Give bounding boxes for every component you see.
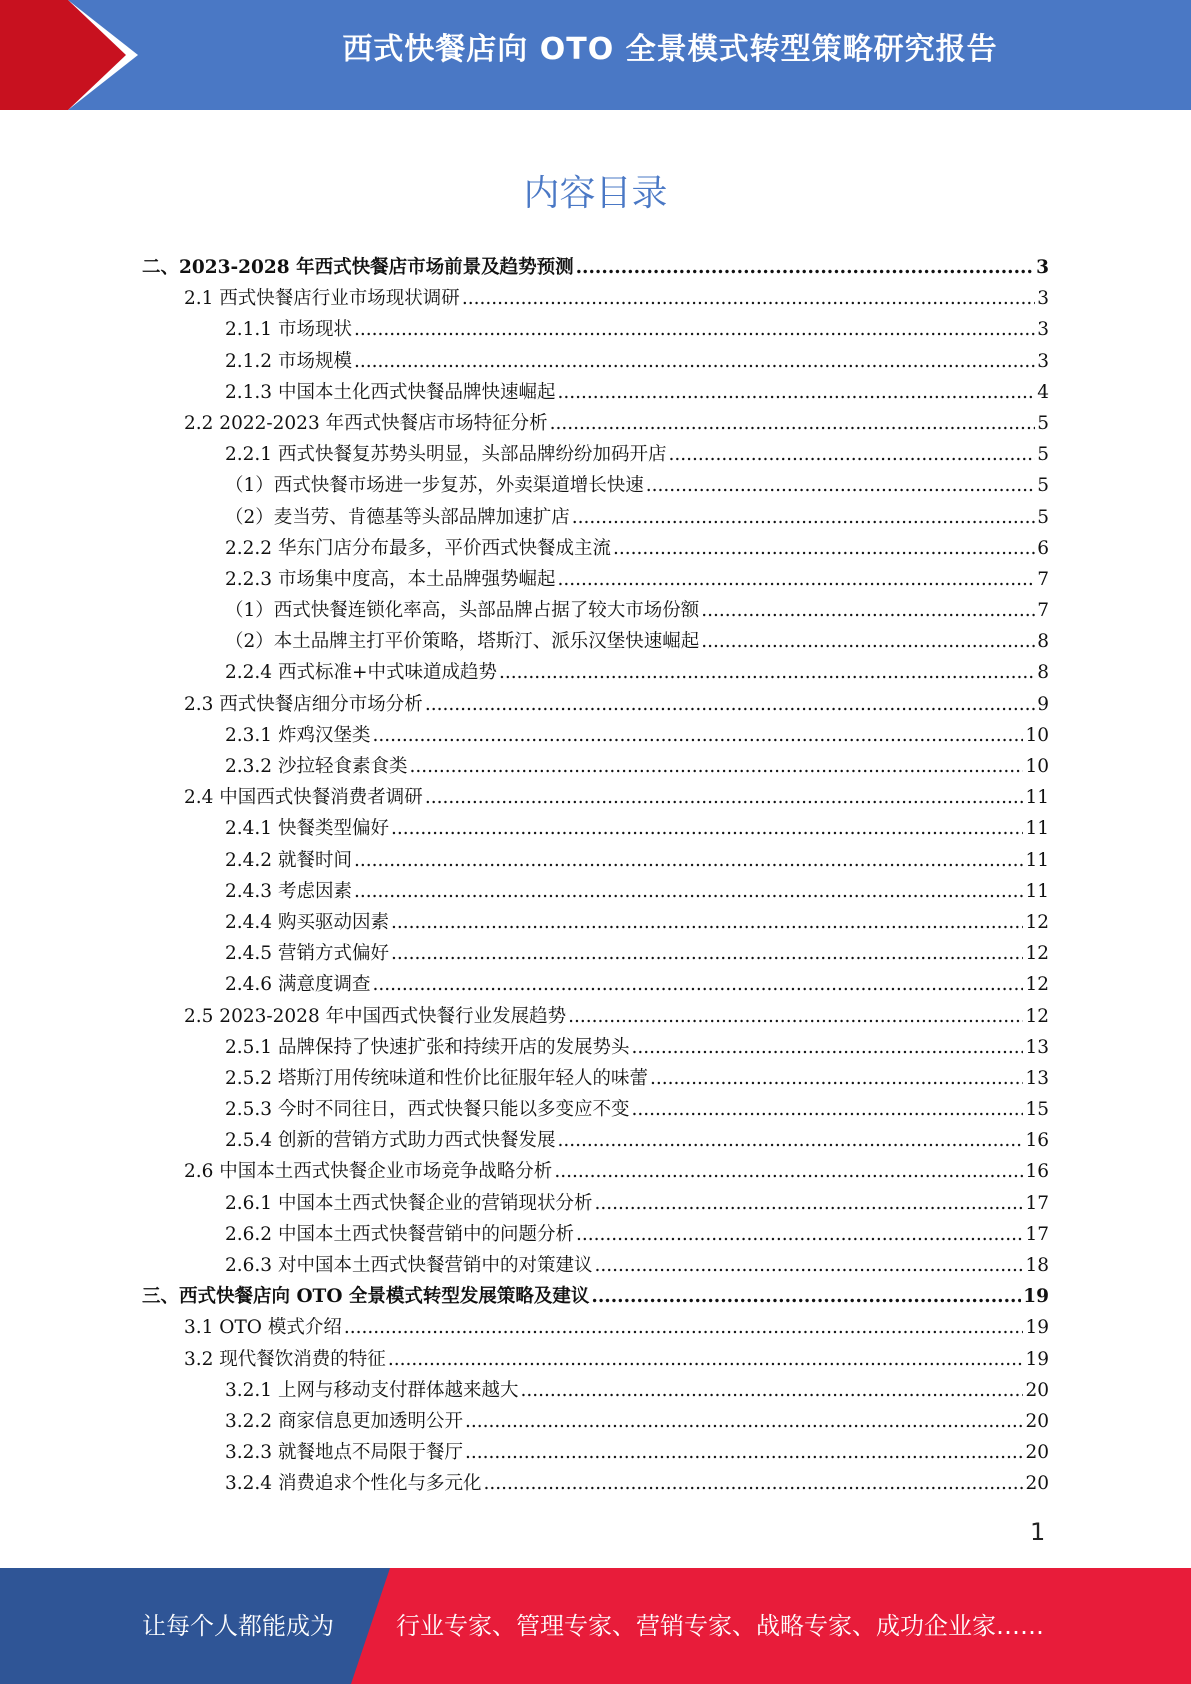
table-of-contents [142, 253, 1049, 1501]
toc-entry[interactable] [142, 658, 1049, 689]
toc-entry[interactable] [142, 1126, 1049, 1157]
header-chevron-inner [68, 0, 126, 110]
header-red-block [0, 0, 68, 110]
toc-leader-dots [668, 444, 1035, 465]
toc-entry[interactable] [142, 596, 1049, 627]
toc-entry-title: 2.6.2 中国本土西式快餐营销中的问题分析 [225, 1223, 574, 1245]
toc-entry-page: 5 [1037, 444, 1049, 466]
toc-entry-page: 11 [1025, 880, 1049, 902]
toc-entry-title: 2.3.2 沙拉轻食素食类 [225, 756, 408, 777]
toc-entry[interactable] [142, 1282, 1049, 1313]
toc-leader-dots [554, 1161, 1023, 1182]
toc-entry-page: 12 [1025, 943, 1049, 965]
toc-entry-title: （1）西式快餐市场进一步复苏，外卖渠道增长快速 [225, 475, 644, 497]
toc-entry-page: 19 [1025, 1348, 1049, 1370]
toc-entry-page: 16 [1025, 1130, 1049, 1152]
toc-leader-dots [594, 1193, 1023, 1214]
toc-heading: 内容目录 [523, 173, 668, 214]
toc-entry-page: 12 [1025, 974, 1049, 996]
toc-leader-dots [631, 1037, 1023, 1058]
toc-leader-dots [550, 413, 1036, 434]
toc-entry-page: 7 [1037, 600, 1049, 622]
toc-entry[interactable] [142, 814, 1049, 845]
toc-entry[interactable] [142, 1313, 1049, 1344]
toc-leader-dots [613, 538, 1035, 559]
toc-entry[interactable] [142, 284, 1049, 315]
toc-leader-dots [372, 974, 1023, 995]
toc-entry-page: 3 [1037, 288, 1049, 310]
toc-leader-dots [650, 1068, 1023, 1089]
toc-entry-page: 9 [1037, 693, 1049, 715]
toc-entry[interactable] [142, 503, 1049, 534]
toc-entry[interactable] [142, 440, 1049, 471]
toc-entry-page: 18 [1025, 1255, 1049, 1276]
toc-entry[interactable] [142, 1189, 1049, 1220]
footer-slogan-left: 让每个人都能成为 [142, 1612, 334, 1640]
toc-leader-dots [572, 507, 1035, 528]
toc-entry-page: 11 [1025, 787, 1049, 809]
toc-leader-dots [499, 662, 1035, 683]
toc-entry-page: 13 [1025, 1036, 1049, 1058]
toc-leader-dots [388, 1349, 1024, 1370]
toc-leader-dots [425, 787, 1024, 808]
toc-entry-page: 12 [1025, 1005, 1049, 1027]
toc-leader-dots [591, 1286, 1021, 1307]
toc-entry-page: 4 [1037, 381, 1049, 403]
toc-entry[interactable] [142, 908, 1049, 939]
toc-entry-page: 8 [1037, 631, 1049, 653]
toc-leader-dots [354, 351, 1035, 372]
toc-entry-page: 19 [1023, 1286, 1049, 1308]
toc-leader-dots [391, 818, 1023, 839]
toc-entry[interactable] [142, 1407, 1049, 1438]
toc-leader-dots [701, 600, 1035, 621]
toc-entry-title: 2.4.1 快餐类型偏好 [225, 818, 389, 840]
footer-band [0, 1568, 1191, 1684]
toc-entry-title: 2.4.6 满意度调查 [225, 974, 371, 996]
toc-entry-page: 20 [1025, 1379, 1049, 1401]
toc-entry[interactable] [142, 1033, 1049, 1064]
toc-entry-title: 2.2.4 西式标准+中式味道成趋势 [225, 662, 497, 684]
toc-entry[interactable] [142, 1095, 1049, 1126]
toc-entry[interactable] [142, 970, 1049, 1001]
page-number: 1 [1030, 1518, 1046, 1546]
toc-entry-title: 2.1.1 市场现状 [225, 319, 352, 341]
toc-entry-title: （1）西式快餐连锁化率高，头部品牌占据了较大市场份额 [225, 600, 700, 622]
toc-entry-page: 10 [1025, 724, 1049, 746]
toc-entry-title: 2.2.1 西式快餐复苏势头明显，头部品牌纷纷加码开店 [225, 444, 667, 466]
toc-entry-title: 二、2023-2028 年西式快餐店市场前景及趋势预测 [142, 257, 574, 278]
toc-entry-page: 20 [1025, 1473, 1049, 1495]
toc-entry[interactable] [142, 1376, 1049, 1407]
toc-entry-title: 3.2 现代餐饮消费的特征 [184, 1348, 386, 1370]
toc-entry[interactable] [142, 846, 1049, 877]
toc-leader-dots [465, 1411, 1023, 1432]
toc-leader-dots [701, 631, 1035, 652]
toc-leader-dots [557, 569, 1035, 590]
toc-entry-page: 7 [1037, 568, 1049, 590]
toc-entry-page: 16 [1025, 1161, 1049, 1183]
toc-leader-dots [646, 475, 1035, 496]
toc-entry[interactable] [142, 1469, 1049, 1500]
toc-entry-page: 8 [1037, 662, 1049, 684]
toc-entry-page: 3 [1037, 319, 1049, 341]
toc-entry-page: 3 [1036, 257, 1049, 278]
header-band [0, 0, 1191, 110]
toc-entry-title: 2.1.3 中国本土化西式快餐品牌快速崛起 [225, 381, 556, 403]
toc-entry-title: 2.2.3 市场集中度高，本土品牌强势崛起 [225, 568, 556, 590]
toc-entry-title: 2.4.3 考虑因素 [225, 880, 352, 902]
toc-entry-title: 2.5 2023-2028 年中国西式快餐行业发展趋势 [184, 1005, 567, 1027]
toc-entry[interactable] [142, 1345, 1049, 1376]
toc-leader-dots [425, 694, 1035, 715]
toc-entry[interactable] [142, 253, 1049, 284]
toc-leader-dots [594, 1255, 1023, 1276]
toc-entry-page: 20 [1025, 1442, 1049, 1464]
toc-leader-dots [462, 288, 1035, 309]
toc-entry-page: 15 [1025, 1099, 1049, 1121]
toc-entry-title: 2.3.1 炸鸡汉堡类 [225, 724, 371, 746]
toc-entry[interactable] [142, 721, 1049, 752]
toc-entry[interactable] [142, 378, 1049, 409]
toc-leader-dots [354, 850, 1024, 871]
toc-entry-title: 2.5.2 塔斯汀用传统味道和性价比征服年轻人的味蕾 [225, 1067, 648, 1089]
toc-entry-page: 11 [1025, 849, 1049, 871]
toc-entry[interactable] [142, 1251, 1049, 1282]
toc-leader-dots [391, 943, 1023, 964]
toc-entry[interactable] [142, 471, 1049, 502]
toc-entry-title: 2.2 2022-2023 年西式快餐店市场特征分析 [184, 412, 548, 434]
toc-entry[interactable] [142, 347, 1049, 378]
toc-entry-page: 10 [1025, 756, 1049, 777]
toc-entry[interactable] [142, 534, 1049, 565]
toc-entry-title: 2.3 西式快餐店细分市场分析 [184, 693, 423, 715]
toc-entry-page: 5 [1037, 412, 1049, 434]
toc-entry-title: 2.6.1 中国本土西式快餐企业的营销现状分析 [225, 1192, 593, 1214]
toc-entry[interactable] [142, 315, 1049, 346]
toc-entry[interactable] [142, 1064, 1049, 1095]
toc-entry-page: 17 [1025, 1192, 1049, 1214]
toc-entry[interactable] [142, 1220, 1049, 1251]
toc-leader-dots [576, 1224, 1023, 1245]
toc-entry[interactable] [142, 1157, 1049, 1188]
toc-leader-dots [372, 725, 1023, 746]
toc-leader-dots [354, 319, 1035, 340]
toc-entry-page: 17 [1025, 1223, 1049, 1245]
report-title: 西式快餐店向 OTO 全景模式转型策略研究报告 [342, 32, 998, 67]
toc-entry-title: 3.2.2 商家信息更加透明公开 [225, 1410, 463, 1432]
toc-entry[interactable] [142, 565, 1049, 596]
toc-leader-dots [409, 756, 1023, 777]
toc-leader-dots [391, 912, 1023, 933]
toc-entry-page: 20 [1025, 1410, 1049, 1432]
toc-entry-title: 2.5.3 今时不同往日，西式快餐只能以多变应不变 [225, 1099, 630, 1121]
toc-entry-title: 3.2.3 就餐地点不局限于餐厅 [225, 1442, 463, 1464]
toc-entry[interactable] [142, 627, 1049, 658]
toc-entry-title: 2.4.4 购买驱动因素 [225, 911, 389, 933]
toc-entry-title: 2.6 中国本土西式快餐企业市场竞争战略分析 [184, 1161, 553, 1183]
toc-entry[interactable] [142, 877, 1049, 908]
toc-entry-page: 5 [1037, 506, 1049, 528]
toc-leader-dots [465, 1442, 1023, 1463]
toc-entry-title: 2.5.4 创新的营销方式助力西式快餐发展 [225, 1130, 556, 1152]
toc-entry-title: 2.1 西式快餐店行业市场现状调研 [184, 288, 460, 310]
toc-entry-title: 2.5.1 品牌保持了快速扩张和持续开店的发展势头 [225, 1036, 630, 1058]
toc-entry-page: 3 [1037, 350, 1049, 372]
toc-leader-dots [354, 881, 1024, 902]
toc-leader-dots [483, 1473, 1023, 1494]
toc-entry-title: 3.1 OTO 模式介绍 [184, 1317, 342, 1339]
toc-leader-dots [520, 1380, 1023, 1401]
toc-entry-title: 2.4.5 营销方式偏好 [225, 943, 389, 965]
toc-leader-dots [344, 1317, 1024, 1338]
toc-entry-title: （2）本土品牌主打平价策略，塔斯汀、派乐汉堡快速崛起 [225, 631, 700, 653]
toc-entry[interactable] [142, 783, 1049, 814]
toc-leader-dots [557, 382, 1035, 403]
toc-entry-page: 13 [1025, 1067, 1049, 1089]
toc-entry-page: 5 [1037, 475, 1049, 497]
toc-entry-title: 三、西式快餐店向 OTO 全景模式转型发展策略及建议 [142, 1286, 590, 1308]
toc-entry-page: 6 [1037, 537, 1049, 559]
toc-entry-title: 2.6.3 对中国本土西式快餐营销中的对策建议 [225, 1255, 593, 1276]
toc-entry[interactable] [142, 1438, 1049, 1469]
toc-entry-title: 2.2.2 华东门店分布最多，平价西式快餐成主流 [225, 537, 611, 559]
toc-entry[interactable] [142, 1002, 1049, 1033]
toc-entry-page: 12 [1025, 911, 1049, 933]
toc-leader-dots [557, 1130, 1023, 1151]
toc-entry-page: 19 [1025, 1317, 1049, 1339]
toc-leader-dots [631, 1099, 1023, 1120]
toc-entry-title: 2.4 中国西式快餐消费者调研 [184, 787, 423, 809]
toc-entry[interactable] [142, 939, 1049, 970]
toc-entry-page: 11 [1025, 818, 1049, 840]
footer-slogan-right: 行业专家、管理专家、营销专家、战略专家、成功企业家…… [396, 1612, 1044, 1640]
toc-entry[interactable] [142, 690, 1049, 721]
toc-leader-dots [568, 1006, 1023, 1027]
toc-entry-title: 2.4.2 就餐时间 [225, 849, 352, 871]
toc-entry[interactable] [142, 752, 1049, 783]
toc-entry-title: 3.2.1 上网与移动支付群体越来越大 [225, 1379, 519, 1401]
toc-entry-title: 3.2.4 消费追求个性化与多元化 [225, 1473, 482, 1495]
toc-entry[interactable] [142, 409, 1049, 440]
toc-entry-title: 2.1.2 市场规模 [225, 350, 352, 372]
toc-entry-title: （2）麦当劳、肯德基等头部品牌加速扩店 [225, 506, 570, 528]
toc-leader-dots [576, 257, 1035, 278]
